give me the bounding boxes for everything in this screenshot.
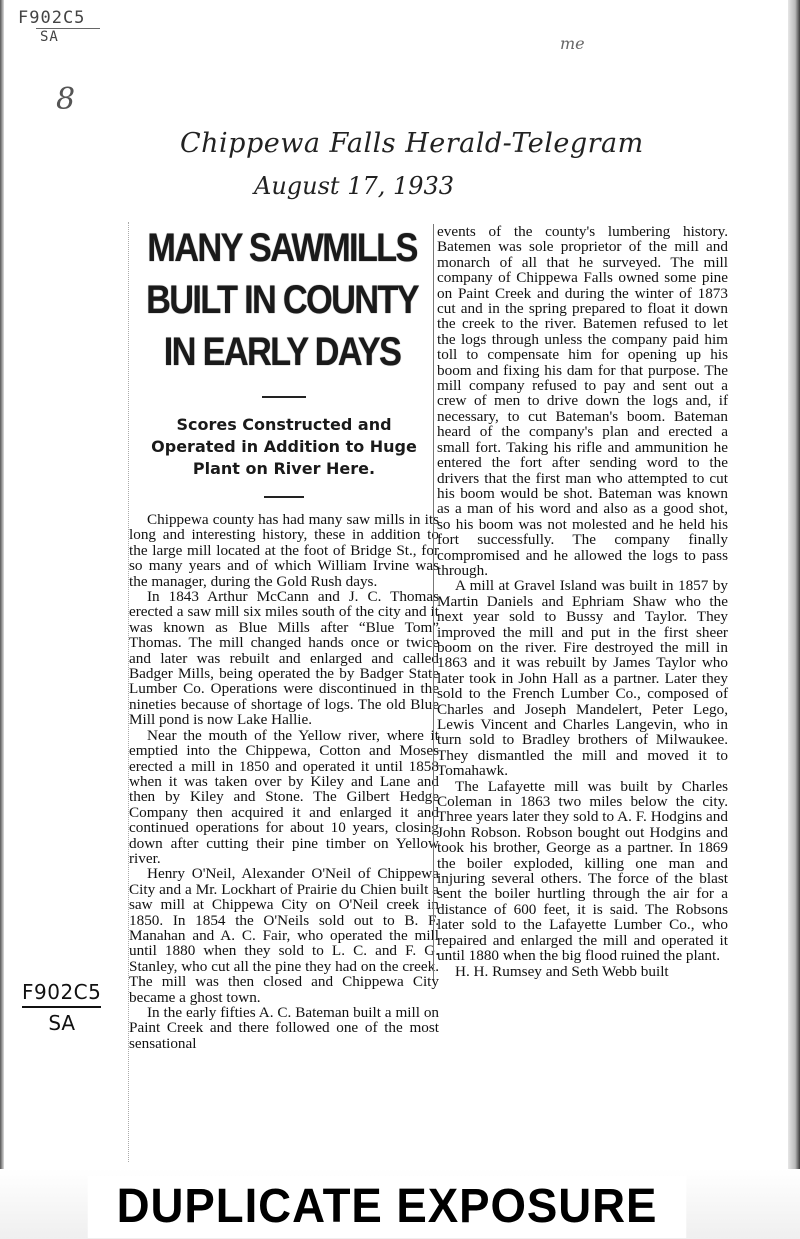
paragraph: In the early fifties A. C. Bateman built a mill on Paint Creek and there followed one of the most sensational xyxy=(129,1004,439,1052)
handwritten-source: Chippewa Falls Herald-Telegram xyxy=(180,128,644,159)
paragraph: H. H. Rumsey and Seth Webb built xyxy=(455,962,669,980)
catalog-stamp-top xyxy=(18,8,100,45)
handwritten-date: August 17, 1933 xyxy=(254,172,455,200)
headline xyxy=(140,222,424,378)
article-left-column xyxy=(129,222,439,1051)
headline-line: IN EARLY DAYS xyxy=(163,330,401,374)
paragraph: Near the mouth of the Yellow river, where it emptied into the Chippewa, Cotton and Moses erected a mill in 1850 and operated it until 1858 when it was taken over by Kiley and Lane and then by Kiley and Stone. The Gilbert Hedge Company then acquired it and enlarged it and continued operations for about 10 years, closing down after cutting their pine timber on Yellow river. xyxy=(129,726,439,867)
article-right-column xyxy=(433,224,728,979)
divider xyxy=(262,396,306,398)
catalog-sub: SA xyxy=(36,28,100,45)
headline-line: BUILT IN COUNTY xyxy=(146,278,418,322)
paragraph: events of the county's lumbering history. Batemen was sole proprietor of the mill and monarch of all that he surveyed. The mill company of Chippewa Falls owned some pine on Paint Creek and during the winter of 1873 cut and in the spring prepared to float it down the creek to the river. Batemen refused to let the logs through unless the company paid him toll to compensate him for opening up his boom and fixing his dam for that purpose. The mill company refused to pay and sent out a crew of men to drive down the logs and, if necessary, to cut Bateman's boom. Bateman heard of the company's plan and erected a small fort. Taking his rifle and ammunition he entered the fort after sending word to the drivers that the first man who attempted to cut his boom would be shot. Bateman was known as a man of his word and also as a good shot, so his boom was not molested and he held his fort successfully. The company finally compromised and he allowed the logs to pass through. xyxy=(437,223,728,579)
paragraph: Chippewa county has had many saw mills in its long and interesting history, these in addition to the large mill located at the foot of Bridge St., for so many years and of which William Irvine was the manager, during the Gold Rush days. xyxy=(129,511,439,590)
scan-edge-left xyxy=(0,0,4,1239)
paragraph: Henry O'Neil, Alexander O'Neil of Chippewa City and a Mr. Lockhart of Prairie du Chien built a saw mill at Chippewa City on O'Neil creek in 1850. In 1854 the O'Neils sold out to B. F. Manahan and A. C. Fair, who operated the mill until 1880 when they sold to L. C. and F. G. Stanley, who cut all the pine they had on the creek. The mill was then closed and Chippewa City became a ghost town. xyxy=(129,865,439,1006)
subheadline: Scores Constructed and Operated in Addition to Huge Plant on River Here. xyxy=(151,415,417,478)
catalog-sub: SA xyxy=(48,1011,76,1035)
headline-line: MANY SAWMILLS xyxy=(147,226,417,270)
newspaper-clipping xyxy=(128,222,728,1162)
scan-edge-right xyxy=(788,0,800,1239)
duplicate-exposure-banner: DUPLICATE EXPOSURE xyxy=(88,1176,687,1238)
corner-mark: me xyxy=(560,34,585,53)
divider xyxy=(264,496,304,498)
catalog-code: F902C5 xyxy=(18,8,86,28)
paragraph: A mill at Gravel Island was built in 1857 by Martin Daniels and Ephriam Shaw who the next year sold to Bussy and Taylor. They improved the mill and put in the first sheer boom on the river. Fire destroyed the mill in 1863 and it was rebuilt by James Taylor who later took in John Hall as a partner. Later they sold to the French Lumber Co., composed of Charles and Joseph Mandelert, Peter Lego, Lewis Vincent and Charles Langevin, who in turn sold to Bradley brothers of Milwaukee. They dismantled the mill and moved it to Tomahawk. xyxy=(437,577,728,780)
body-text xyxy=(437,224,728,979)
catalog-stamp-side xyxy=(22,980,101,1035)
paragraph: The Lafayette mill was built by Charles Coleman in 1863 two miles below the city. Three years later they sold to A. F. Hodgins and John Robson. Robson bought out Hodgins and took his brother, George as a partner. In 1869 the boiler exploded, killing one man and injuring several others. The force of the blast sent the boiler hurtling through the air for a distance of 600 feet, it is said. The Robsons later sold to the Lafayette Lumber Co., who repaired and enlarged the mill and operated it until 1880 when the big flood ruined the plant. xyxy=(437,777,728,965)
catalog-code: F902C5 xyxy=(22,980,101,1008)
page-number-mark: 8 xyxy=(56,82,76,117)
body-text xyxy=(129,512,439,1051)
paragraph: In 1843 Arthur McCann and J. C. Thomas erected a saw mill six miles south of the city and it was known as Blue Mills after “Blue Tom” Thomas. The mill changed hands once or twice and later was rebuilt and enlarged and called Badger Mills, being operated the by Badger State Lumber Co. Operations were discontinued in the nineties because of shortage of logs. The old Blue Mill pond is now Lake Hallie. xyxy=(129,588,439,729)
